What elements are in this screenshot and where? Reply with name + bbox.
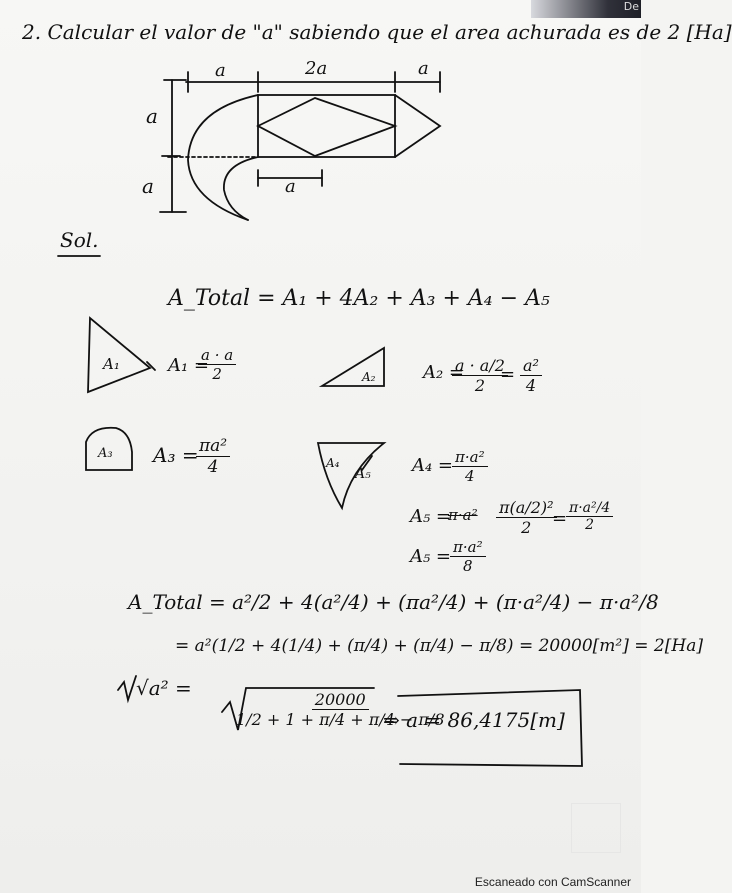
a3-numerator: πa² <box>196 436 230 457</box>
a3-shape-label: A₃ <box>98 446 113 461</box>
a1-denominator: 2 <box>212 365 222 383</box>
a1-equation-lhs: A₁ = <box>168 355 210 376</box>
a1-shape-label: A₁ <box>103 355 120 373</box>
dim-label-left-top: a <box>146 104 158 128</box>
dim-label-top-right: a <box>418 58 429 79</box>
root-numerator: 20000 <box>312 690 369 710</box>
solution-heading: Sol. <box>60 228 99 252</box>
quarter-arc-inner <box>224 157 258 220</box>
a4-numerator: π·a² <box>452 448 488 467</box>
a4-denominator: 4 <box>465 467 475 485</box>
inner-rhombus <box>258 98 395 156</box>
a4-fraction <box>452 448 488 485</box>
a5-num-2: π·a²/4 <box>566 500 613 517</box>
right-triangle-shape <box>395 95 440 157</box>
a5-final-fraction <box>450 538 486 575</box>
a2-num-1: a · a/2 <box>452 356 508 376</box>
sqrt-a-squared: √a² = <box>136 676 192 700</box>
a5-final-den: 8 <box>463 557 473 575</box>
a4-shape-label: A₄ <box>326 456 340 470</box>
root-denominator: 1/2 + 1 + π/4 + π/4 − π/8 <box>236 710 445 729</box>
a5-num-1: π(a/2)² <box>496 498 557 518</box>
a2-equals: = <box>500 364 516 385</box>
total-area-expression: A_Total = a²/2 + 4(a²/4) + (πa²/4) + (π·a²/4) − π·a²/8 <box>128 590 659 614</box>
a5-crossed-out: π·a² <box>448 506 478 524</box>
a5-equation-lhs: A₅ = <box>410 506 452 527</box>
corner-letters: De <box>623 0 639 13</box>
a5-fraction-2 <box>566 500 613 533</box>
a3-denominator: 4 <box>207 457 219 477</box>
dim-label-left-bottom: a <box>142 174 154 198</box>
a2-den-2: 4 <box>525 376 537 395</box>
dim-label-top-left: a <box>215 60 226 81</box>
factored-expression: = a²(1/2 + 4(1/4) + (π/4) + (π/4) − π/8) = 20000[m²] = 2[Ha] <box>175 636 703 656</box>
a5-equals-1: = <box>552 508 568 529</box>
a2-fraction-2 <box>520 356 542 395</box>
a1-numerator: a · a <box>198 346 236 365</box>
a2-den-1: 2 <box>474 376 486 395</box>
dim-label-top-middle: 2a <box>305 58 328 79</box>
a3-fraction <box>196 436 230 477</box>
dim-label-bottom: a <box>285 176 296 197</box>
a3-equation-lhs: A₃ = <box>153 443 199 467</box>
a5-final-lhs: A₅ = <box>410 546 452 567</box>
a5-fraction-1 <box>496 498 557 537</box>
a5-shape-label: A₅ <box>355 466 371 482</box>
a2-equation-lhs: A₂ = <box>423 362 465 383</box>
faint-scan-mark <box>571 803 621 853</box>
scanner-watermark: Escaneado con CamScanner <box>474 875 631 889</box>
a5-final-num: π·a² <box>450 538 486 557</box>
a1-fraction <box>198 346 236 383</box>
a4-a5-shape-sketch <box>318 443 384 508</box>
a5-den-2: 2 <box>585 517 595 533</box>
a2-shape-label: A₂ <box>362 370 376 384</box>
a2-num-2: a² <box>520 356 542 376</box>
final-answer: ⇒ a = 86,4175[m] <box>383 708 565 732</box>
a5-den-1: 2 <box>521 518 532 537</box>
problem-statement: 2. Calcular el valor de "a" sabiendo que el area achurada es de 2 [Ha] <box>22 20 732 44</box>
central-rectangle <box>258 95 395 157</box>
a4-equation-lhs: A₄ = <box>412 455 454 476</box>
total-area-equation: A_Total = A₁ + 4A₂ + A₃ + A₄ − A₅ <box>168 286 550 311</box>
